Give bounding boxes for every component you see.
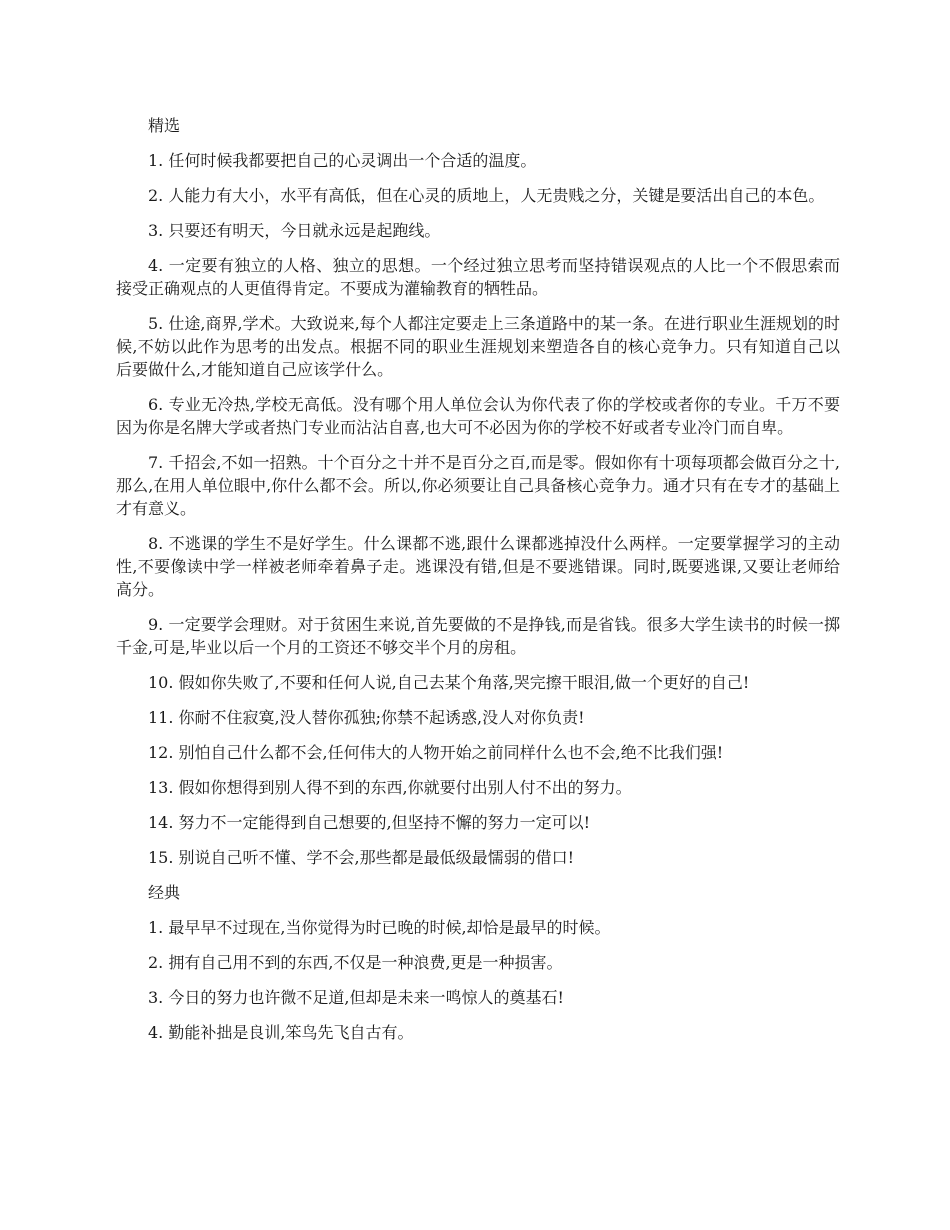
paragraph: 2. 拥有自己用不到的东西,不仅是一种浪费,更是一种损害。 xyxy=(148,953,563,972)
paragraph: 6. 专业无冷热,学校无高低。没有哪个用人单位会认为你代表了你的学校或者你的专业。千万不要因为你是名牌大学或者热门专业而沾沾自喜,也大可不必因为你的学校不好或者专业冷门而自卑。 xyxy=(116,395,840,437)
section-heading: 经典 xyxy=(148,883,181,902)
paragraph: 11. 你耐不住寂寞,没人替你孤独;你禁不起诱惑,没人对你负责! xyxy=(148,708,585,727)
paragraph: 1. 最早早不过现在,当你觉得为时已晚的时候,却恰是最早的时候。 xyxy=(148,918,611,937)
paragraph: 10. 假如你失败了,不要和任何人说,自己去某个角落,哭完擦干眼泪,做一个更好的自己! xyxy=(148,673,750,692)
paragraph: 4. 勤能补拙是良训,笨鸟先飞自古有。 xyxy=(148,1023,414,1042)
paragraph: 1. 任何时候我都要把自己的心灵调出一个合适的温度。 xyxy=(148,151,537,170)
paragraph: 12. 别怕自己什么都不会,任何伟大的人物开始之前同样什么也不会,绝不比我们强! xyxy=(148,743,724,762)
paragraph: 4. 一定要有独立的人格、独立的思想。一个经过独立思考而坚持错误观点的人比一个不假思索而接受正确观点的人更值得肯定。不要成为灌输教育的牺牲品。 xyxy=(116,256,840,298)
paragraph: 8. 不逃课的学生不是好学生。什么课都不逃,跟什么课都逃掉没什么两样。一定要掌握学习的主动性,不要像读中学一样被老师牵着鼻子走。逃课没有错,但是不要逃错课。同时,既要逃课,又要让老师给高分。 xyxy=(116,534,840,599)
paragraph: 14. 努力不一定能得到自己想要的,但坚持不懈的努力一定可以! xyxy=(148,813,591,832)
paragraph: 15. 别说自己听不懂、学不会,那些都是最低级最懦弱的借口! xyxy=(148,848,575,867)
section-jingdian xyxy=(116,881,840,1044)
paragraph: 5. 仕途,商界,学术。大致说来,每个人都注定要走上三条道路中的某一条。在进行职业生涯规划的时候,不妨以此作为思考的出发点。根据不同的职业生涯规划来塑造各自的核心竞争力。只有知道自己以后要做什么,才能知道自己应该学什么。 xyxy=(116,314,840,379)
paragraph: 7. 千招会,不如一招熟。十个百分之十并不是百分之百,而是零。假如你有十项每项都会做百分之十,那么,在用人单位眼中,你什么都不会。所以,你必须要让自己具备核心竞争力。通才只有在专才的基础上才有意义。 xyxy=(116,453,840,518)
paragraph: 2. 人能力有大小，水平有高低，但在心灵的质地上，人无贵贱之分，关键是要活出自己的本色。 xyxy=(148,186,825,205)
section-heading: 精选 xyxy=(148,116,181,135)
document-page xyxy=(116,114,840,1056)
paragraph: 13. 假如你想得到别人得不到的东西,你就要付出别人付不出的努力。 xyxy=(148,778,632,797)
paragraph: 3. 今日的努力也许微不足道,但却是未来一鸣惊人的奠基石! xyxy=(148,988,564,1007)
section-jingxuan xyxy=(116,114,840,869)
paragraph: 3. 只要还有明天，今日就永远是起跑线。 xyxy=(148,221,441,240)
paragraph: 9. 一定要学会理财。对于贫困生来说,首先要做的不是挣钱,而是省钱。很多大学生读书的时候一掷千金,可是,毕业以后一个月的工资还不够交半个月的房租。 xyxy=(116,615,840,657)
